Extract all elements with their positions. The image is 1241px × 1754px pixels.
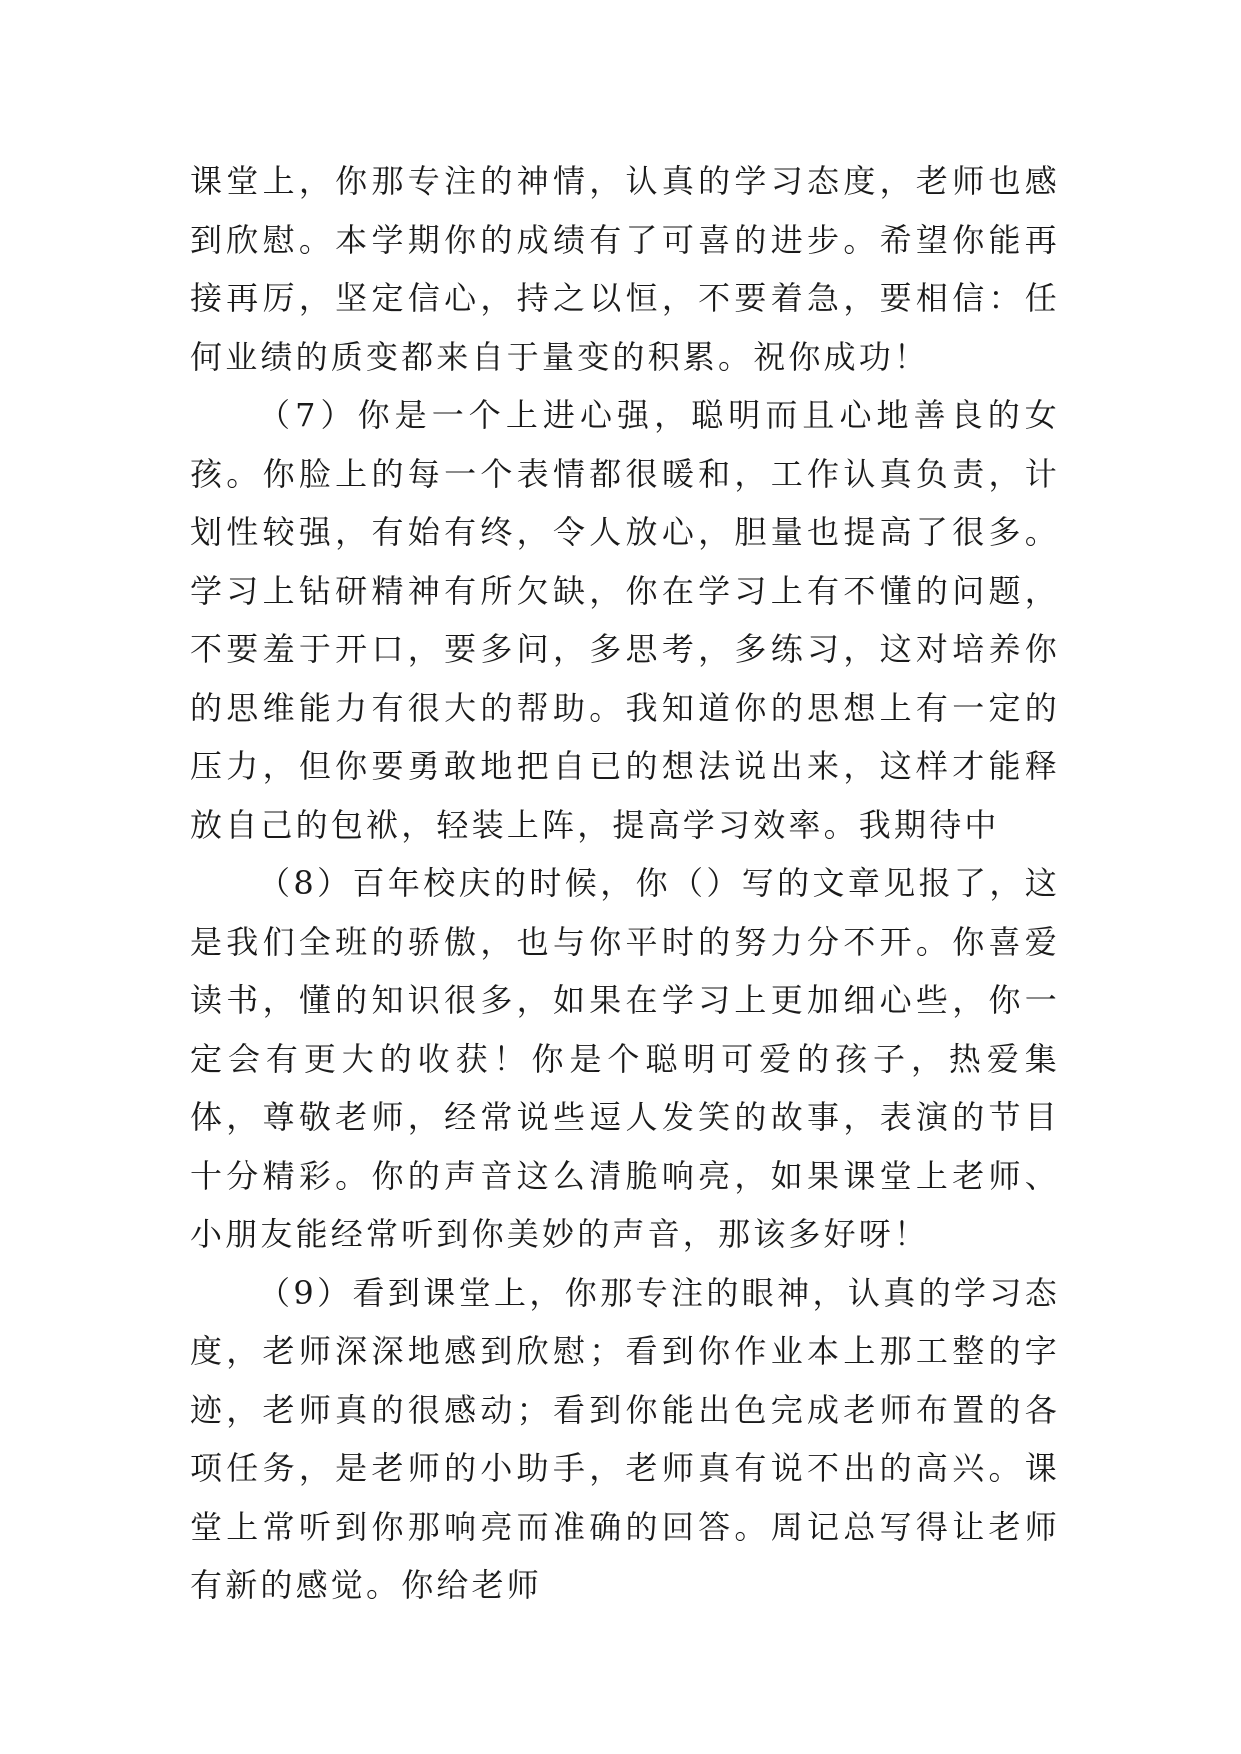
paragraph-9: （9）看到课堂上，你那专注的眼神，认真的学习态度，老师深深地感到欣慰；看到你作业本上那工整的字迹，老师真的很感动；看到你能出色完成老师布置的各项任务，是老师的小助手，老师真有说不出的高兴。课堂上常听到你那响亮而准确的回答。周记总写得让老师有新的感觉。你给老师 [190, 1273, 1060, 1604]
paragraph-continuation: 课堂上，你那专注的神情，认真的学习态度，老师也感到欣慰。本学期你的成绩有了可喜的进步。希望你能再接再厉，坚定信心，持之以恒，不要着急，要相信：任何业绩的质变都来自于量变的积累。祝你成功！ [190, 162, 1060, 376]
paragraph-8: （8）百年校庆的时候，你（）写的文章见报了，这是我们全班的骄傲，也与你平时的努力分不开。你喜爱读书，懂的知识很多，如果在学习上更加细心些，你一定会有更大的收获！你是个聪明可爱的孩子，热爱集体，尊敬老师，经常说些逗人发笑的故事，表演的节目十分精彩。你的声音这么清脆响亮，如果课堂上老师、小朋友能经常听到你美妙的声音，那该多好呀！ [190, 864, 1060, 1253]
paragraph-7: （7）你是一个上进心强，聪明而且心地善良的女孩。你脸上的每一个表情都很暖和，工作认真负责，计划性较强，有始有终，令人放心，胆量也提高了很多。学习上钻研精神有所欠缺，你在学习上有不懂的问题，不要羞于开口，要多问，多思考，多练习，这对培养你的思维能力有很大的帮助。我知道你的思想上有一定的压力，但你要勇敢地把自已的想法说出来，这样才能释放自己的包袱，轻装上阵，提高学习效率。我期待中 [190, 396, 1060, 844]
document-body [190, 152, 1060, 1615]
